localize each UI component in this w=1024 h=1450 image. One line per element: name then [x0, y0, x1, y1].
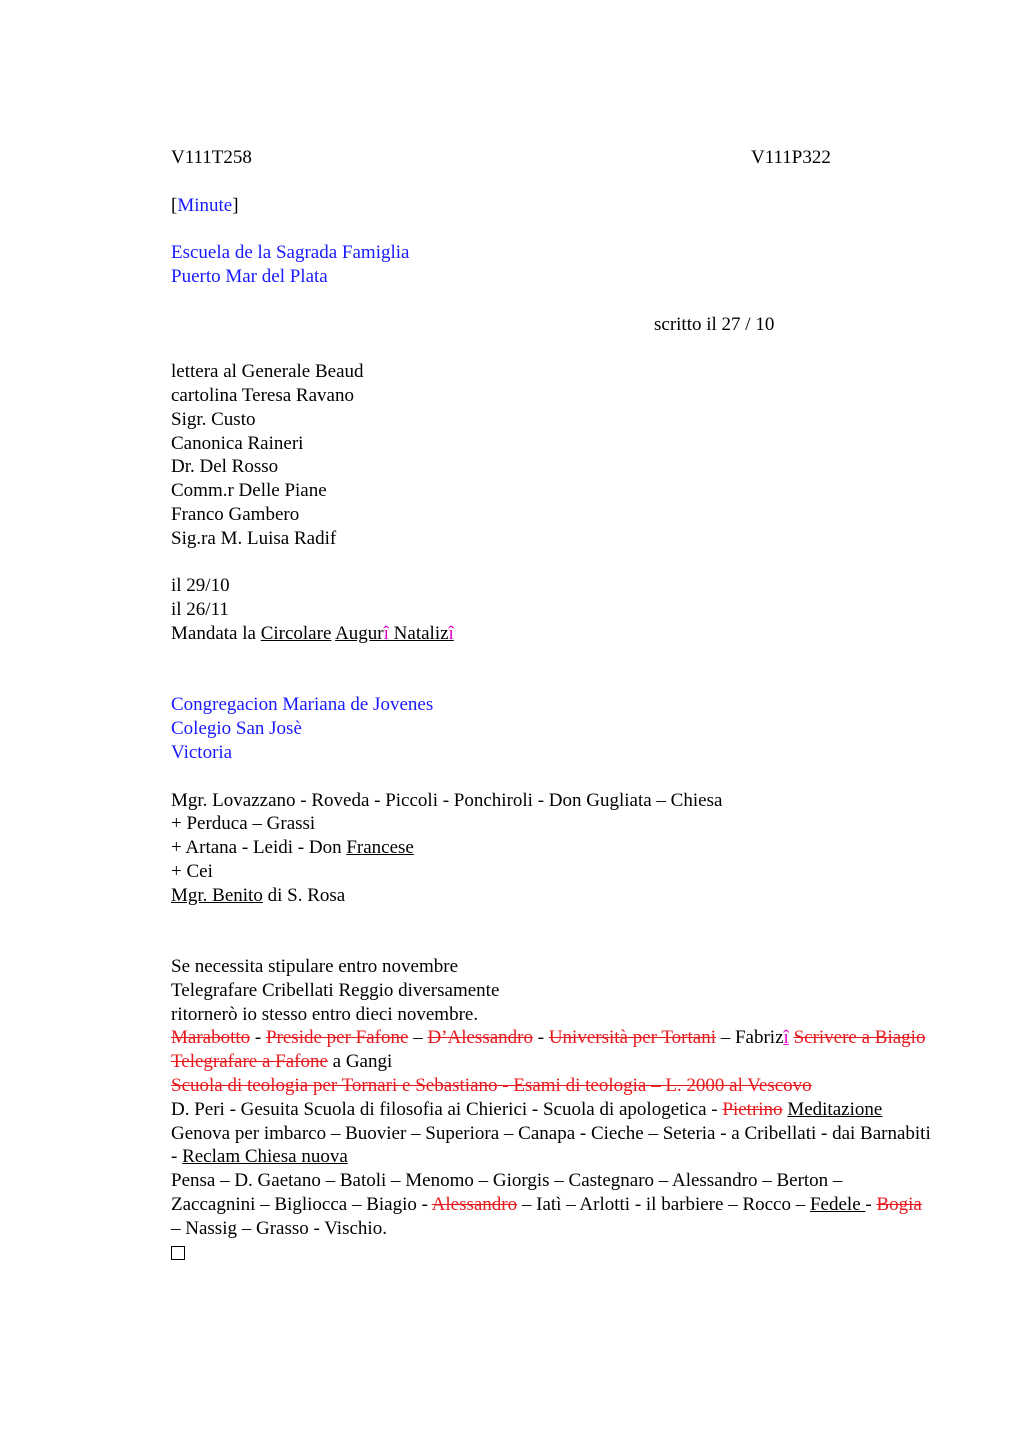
recipient: Canonica Raineri	[171, 432, 304, 454]
names-line: + Cei	[171, 860, 213, 882]
note-paragraph-2: Scuola di teologia per Tornari e Sebastiano - Esami di teologia – L. 2000 al Vescovo	[171, 1075, 812, 1097]
document-page	[171, 146, 931, 1266]
names-line: Mgr. Benito di S. Rosa	[171, 884, 346, 906]
note-line: Se necessita stipulare entro novembre	[171, 956, 459, 978]
minute-label: [Minute]	[171, 194, 239, 216]
recipient: lettera al Generale Beaud	[171, 361, 364, 383]
address-city: Puerto Mar del Plata	[171, 265, 328, 287]
recipient: Dr. Del Rosso	[171, 456, 279, 478]
left-code: V111T258	[171, 147, 252, 168]
note-paragraph-3: D. Peri - Gesuita Scuola di filosofia ai Chierici - Scuola di apologetica - Pietrino Meditazione	[171, 1098, 883, 1120]
mandata-line: Mandata la Circolare Augurî Natalizî	[171, 622, 454, 644]
date-entry: il 29/10	[171, 575, 230, 597]
address-school: Escuela de la Sagrada Famiglia	[171, 242, 410, 264]
note-line: ritornerò io stesso entro dieci novembre.	[171, 1003, 479, 1025]
names-line: Mgr. Lovazzano - Roveda - Piccoli - Ponchiroli - Don Gugliata – Chiesa	[171, 789, 723, 811]
recipient: Comm.r Delle Piane	[171, 480, 327, 502]
recipient: cartolina Teresa Ravano	[171, 384, 354, 406]
written-date: scritto il 27 / 10	[654, 313, 775, 335]
address-town: Victoria	[171, 741, 233, 763]
header-line	[171, 146, 931, 170]
names-line: + Artana - Leidi - Don Francese	[171, 837, 414, 859]
recipient: Sigr. Custo	[171, 408, 256, 430]
recipient: Sig.ra M. Luisa Radif	[171, 527, 337, 549]
note-paragraph-5: Pensa – D. Gaetano – Batoli – Menomo – Giorgis – Castegnaro – Alessandro – Berton – Zaccagnini – Bigliocca – Biagio - Alessandro – Iatì – Arlotti - il barbiere – Rocco – Fedele - Bogia – Nassig – Grasso - Vischio.	[171, 1170, 922, 1239]
recipient: Franco Gambero	[171, 503, 300, 525]
date-entry: il 26/11	[171, 599, 229, 621]
address-congregation: Congregacion Mariana de Jovenes	[171, 694, 434, 716]
note-line: Telegrafare Cribellati Reggio diversamente	[171, 979, 500, 1001]
checkbox-square-icon	[171, 1246, 185, 1260]
names-line: + Perduca – Grassi	[171, 813, 316, 835]
address-college: Colegio San Josè	[171, 718, 302, 740]
end-box	[171, 1241, 931, 1267]
right-code: V111P322	[751, 147, 831, 168]
note-paragraph-1: Marabotto - Preside per Fafone – D’Alessandro - Università per Tortani – Fabrizî Scrivere a Biagio Telegrafare a Fafone a Gangi	[171, 1027, 926, 1073]
note-paragraph-4: Genova per imbarco – Buovier – Superiora – Canapa - Cieche – Seteria - a Cribellati - dai Barnabiti - Reclam Chiesa nuova	[171, 1122, 931, 1168]
